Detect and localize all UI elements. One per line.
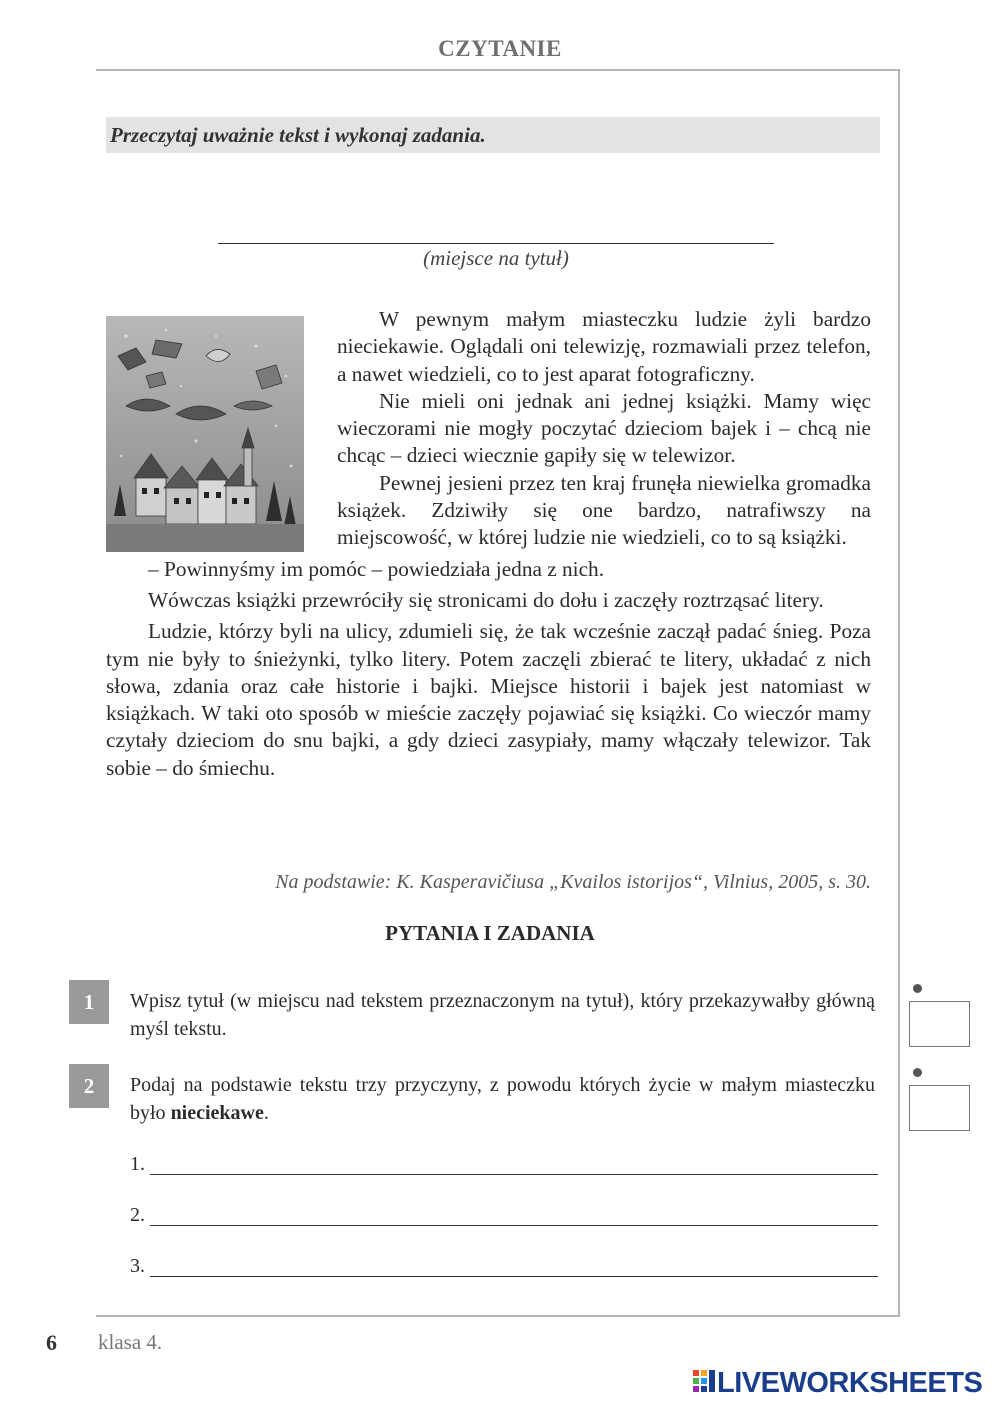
section-title: CZYTANIE: [438, 36, 562, 61]
task-2-text-end: .: [263, 1102, 269, 1124]
answer-line-1[interactable]: [130, 1153, 878, 1177]
liveworksheets-grid-icon: [693, 1370, 715, 1396]
answer-label: 1.: [130, 1153, 145, 1175]
title-placeholder-caption: (miejsce na tytuł): [423, 246, 569, 270]
story-paragraph: W pewnym małym miasteczku ludzie żyli bardzo nieciekawie. Oglądali oni telewizję, rozmawiali przez telefon, a nawet wiedzieli, co to jest aparat fotograficzny.: [337, 307, 871, 386]
liveworksheets-logo: [693, 1368, 982, 1398]
score-dot-icon: [913, 1068, 922, 1077]
score-dot-icon: [913, 984, 922, 993]
score-box-task-2[interactable]: [909, 1085, 970, 1131]
task-2-text: [130, 1071, 875, 1127]
answer-line-3[interactable]: [130, 1255, 878, 1279]
brand-text: LIVEWORKSHEETS: [717, 1366, 983, 1399]
task-2-keyword: nieciekawe: [170, 1102, 264, 1124]
task-number-badge: 2: [69, 1064, 109, 1108]
tasks-heading: PYTANIA I ZADANIA: [385, 921, 595, 945]
score-box-task-1[interactable]: [909, 1001, 970, 1047]
story-paragraph: Wówczas książki przewróciły się stronicami do dołu i zaczęły roztrząsać litery.: [148, 587, 824, 612]
source-citation: Na podstawie: K. Kasperavičiusa „Kvailos istorijos“, Vilnius, 2005, s. 30.: [275, 871, 871, 893]
answer-line-2[interactable]: [130, 1204, 878, 1228]
task-1-text: Wpisz tytuł (w miejscu nad tekstem przeznaczonym na tytuł), który przekazywałby główną myśl tekstu.: [130, 990, 875, 1040]
task-2-text-start: Podaj na podstawie tekstu trzy przyczyny, z powodu których życie w małym miasteczku było: [130, 1074, 875, 1124]
story-text: [106, 306, 871, 782]
story-paragraph: Ludzie, którzy byli na ulicy, zdumieli się, że tak wcześnie zaczął padać śnieg. Poza tym nie były to śnieżynki, tylko litery. Potem zaczęli zbierać te litery, układać z nich słowa, zdania oraz całe historie i bajki. Miejsce historii i bajek jest natomiast w książkach. W taki oto sposób w mieście zaczęły pojawiać się książki. Co wieczór mamy czytały dzieciom do snu bajki, a gdy dzieci zasypiały, mamy włączały telewizor. Tak sobie – do śmiechu.: [106, 619, 871, 780]
answer-underline[interactable]: [150, 1174, 878, 1175]
task-number-badge: 1: [69, 980, 109, 1024]
story-paragraph: – Powinnyśmy im pomóc – powiedziała jedna z nich.: [148, 556, 605, 581]
answer-underline[interactable]: [150, 1276, 878, 1277]
answer-underline[interactable]: [150, 1225, 878, 1226]
answer-label: 3.: [130, 1255, 145, 1277]
story-paragraph: Pewnej jesieni przez ten kraj frunęła niewielka gromadka książek. Zdziwiły się one bardzo, natrafiwszy na miejscowość, w której ludzie nie wiedzieli, co to są książki.: [337, 470, 871, 550]
title-answer-line[interactable]: [218, 243, 774, 244]
story-paragraph: Nie mieli oni jednak ani jednej książki. Mamy więc wieczorami nie mogły poczytać dzieciom bajek i – chcą nie chcąc – dzieci wiecznie gapiły się w telewizor.: [337, 388, 871, 468]
page-number: 6: [46, 1330, 57, 1355]
grade-label: klasa 4.: [98, 1330, 163, 1354]
answer-label: 2.: [130, 1204, 145, 1226]
instruction-bar: Przeczytaj uważnie tekst i wykonaj zadania.: [106, 117, 880, 153]
